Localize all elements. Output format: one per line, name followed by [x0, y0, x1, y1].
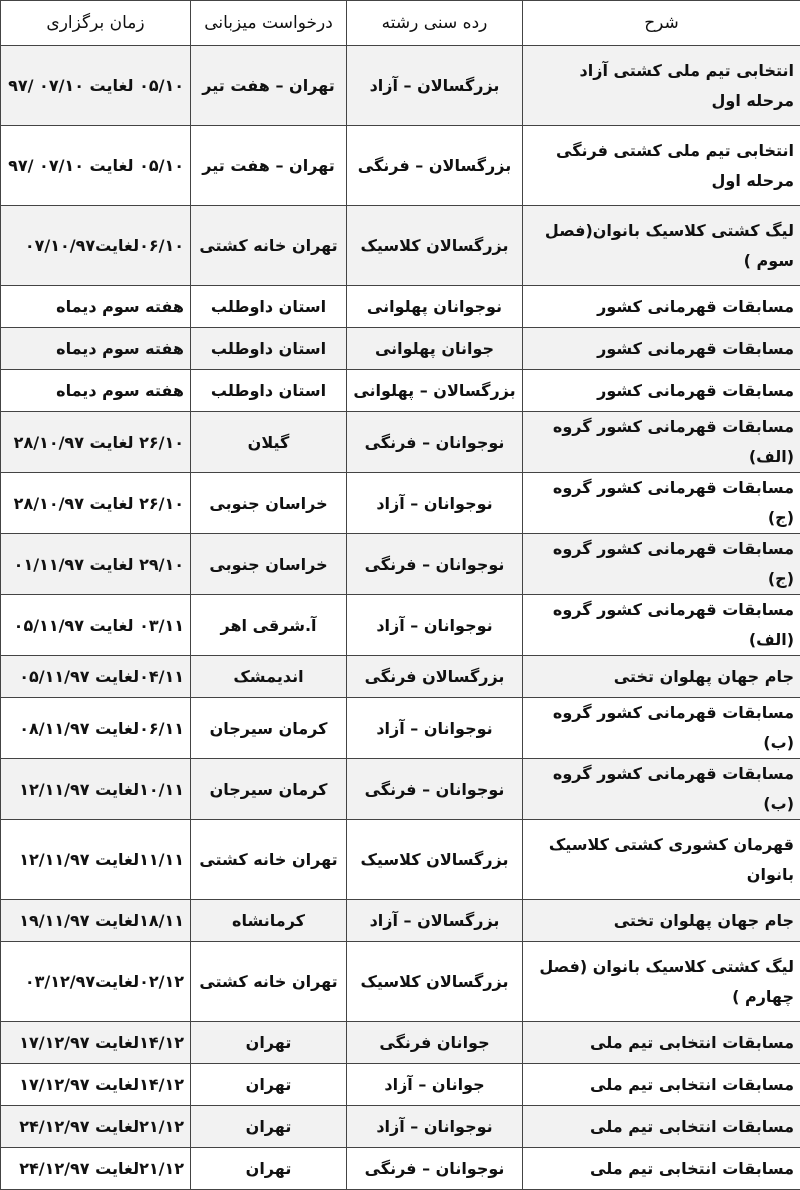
cell-age-group: نوجوانان – آزاد	[347, 473, 523, 534]
cell-host: تهران	[191, 1064, 347, 1106]
cell-age-group: بزرگسالان کلاسیک	[347, 942, 523, 1022]
cell-description: قهرمان کشوری کشتی کلاسیک بانوان	[523, 820, 800, 900]
table-row	[1, 820, 800, 900]
cell-time: ۱۱/۱۱لغایت ۱۲/۱۱/۹۷	[1, 820, 191, 900]
cell-host: خراسان جنوبی	[191, 534, 347, 595]
cell-description: مسابقات قهرمانی کشور گروه (ج)	[523, 534, 800, 595]
cell-description: مسابقات قهرمانی کشور گروه (ب)	[523, 698, 800, 759]
cell-time: هفته سوم دیماه	[1, 286, 191, 328]
table-row	[1, 595, 800, 656]
cell-description: مسابقات قهرمانی کشور	[523, 286, 800, 328]
cell-age-group: جوانان فرنگی	[347, 1022, 523, 1064]
cell-time: ۲۹/۱۰ لغایت ۰۱/۱۱/۹۷	[1, 534, 191, 595]
cell-age-group: بزرگسالان فرنگی	[347, 656, 523, 698]
cell-host: گیلان	[191, 412, 347, 473]
table-row	[1, 126, 800, 206]
cell-host: تهران خانه کشتی	[191, 942, 347, 1022]
cell-time: ۲۶/۱۰ لغایت ۲۸/۱۰/۹۷	[1, 473, 191, 534]
cell-description: مسابقات قهرمانی کشور گروه (ج)	[523, 473, 800, 534]
cell-description: مسابقات انتخابی تیم ملی	[523, 1022, 800, 1064]
table-row	[1, 206, 800, 286]
cell-host: تهران	[191, 1106, 347, 1148]
cell-description: لیگ کشتی کلاسیک بانوان (فصل چهارم )	[523, 942, 800, 1022]
cell-host: تهران – هفت تیر	[191, 46, 347, 126]
table-row	[1, 698, 800, 759]
cell-time: ۱۸/۱۱لغایت ۱۹/۱۱/۹۷	[1, 900, 191, 942]
table-row	[1, 534, 800, 595]
cell-description: مسابقات انتخابی تیم ملی	[523, 1064, 800, 1106]
cell-time: ۰۵/۱۰ لغایت ۰۷/۱۰ /۹۷	[1, 46, 191, 126]
table-row	[1, 942, 800, 1022]
cell-host: اندیمشک	[191, 656, 347, 698]
table-row	[1, 286, 800, 328]
cell-age-group: بزرگسالان – آزاد	[347, 46, 523, 126]
cell-age-group: نوجوانان پهلوانی	[347, 286, 523, 328]
cell-age-group: نوجوانان – فرنگی	[347, 1148, 523, 1190]
cell-host: آ.شرقی اهر	[191, 595, 347, 656]
header-time: زمان برگزاری	[1, 1, 191, 46]
table-row	[1, 1148, 800, 1190]
cell-age-group: نوجوانان – آزاد	[347, 595, 523, 656]
table-row	[1, 370, 800, 412]
cell-time: هفته سوم دیماه	[1, 370, 191, 412]
header-row	[1, 1, 800, 46]
cell-age-group: جوانان پهلوانی	[347, 328, 523, 370]
cell-host: استان داوطلب	[191, 286, 347, 328]
cell-description: مسابقات قهرمانی کشور گروه (الف)	[523, 595, 800, 656]
cell-description: مسابقات قهرمانی کشور	[523, 328, 800, 370]
cell-host: کرمانشاه	[191, 900, 347, 942]
cell-age-group: جوانان – آزاد	[347, 1064, 523, 1106]
cell-host: تهران – هفت تیر	[191, 126, 347, 206]
cell-description: جام جهان پهلوان تختی	[523, 656, 800, 698]
cell-time: ۱۰/۱۱لغایت ۱۲/۱۱/۹۷	[1, 759, 191, 820]
cell-description: مسابقات انتخابی تیم ملی	[523, 1106, 800, 1148]
cell-description: لیگ کشتی کلاسیک بانوان(فصل سوم )	[523, 206, 800, 286]
cell-age-group: بزرگسالان – آزاد	[347, 900, 523, 942]
cell-age-group: بزرگسالان – فرنگی	[347, 126, 523, 206]
cell-time: ۰۵/۱۰ لغایت ۰۷/۱۰ /۹۷	[1, 126, 191, 206]
table-row	[1, 412, 800, 473]
cell-age-group: نوجوانان – فرنگی	[347, 412, 523, 473]
cell-host: استان داوطلب	[191, 370, 347, 412]
cell-host: تهران	[191, 1022, 347, 1064]
table-row	[1, 328, 800, 370]
table-row	[1, 900, 800, 942]
cell-time: ۱۴/۱۲لغایت ۱۷/۱۲/۹۷	[1, 1022, 191, 1064]
table-row	[1, 1106, 800, 1148]
cell-time: ۰۴/۱۱لغایت ۰۵/۱۱/۹۷	[1, 656, 191, 698]
table-row	[1, 759, 800, 820]
cell-host: کرمان سیرجان	[191, 759, 347, 820]
cell-host: تهران خانه کشتی	[191, 206, 347, 286]
cell-description: جام جهان پهلوان تختی	[523, 900, 800, 942]
cell-host: تهران	[191, 1148, 347, 1190]
cell-time: ۱۴/۱۲لغایت ۱۷/۱۲/۹۷	[1, 1064, 191, 1106]
cell-time: ۲۱/۱۲لغایت ۲۴/۱۲/۹۷	[1, 1106, 191, 1148]
header-description: شرح	[523, 1, 800, 46]
cell-description: مسابقات قهرمانی کشور	[523, 370, 800, 412]
table-row	[1, 656, 800, 698]
cell-age-group: نوجوانان – آزاد	[347, 1106, 523, 1148]
header-host: درخواست میزبانی	[191, 1, 347, 46]
cell-time: ۰۶/۱۰لغایت۰۷/۱۰/۹۷	[1, 206, 191, 286]
cell-age-group: بزرگسالان – پهلوانی	[347, 370, 523, 412]
cell-description: مسابقات قهرمانی کشور گروه (ب)	[523, 759, 800, 820]
cell-age-group: بزرگسالان کلاسیک	[347, 206, 523, 286]
table-row	[1, 1064, 800, 1106]
cell-description: مسابقات انتخابی تیم ملی	[523, 1148, 800, 1190]
cell-description: انتخابی تیم ملی کشتی فرنگی مرحله اول	[523, 126, 800, 206]
cell-time: ۲۱/۱۲لغایت ۲۴/۱۲/۹۷	[1, 1148, 191, 1190]
cell-host: خراسان جنوبی	[191, 473, 347, 534]
cell-time: هفته سوم دیماه	[1, 328, 191, 370]
cell-time: ۰۶/۱۱لغایت ۰۸/۱۱/۹۷	[1, 698, 191, 759]
cell-host: تهران خانه کشتی	[191, 820, 347, 900]
cell-age-group: نوجوانان – فرنگی	[347, 534, 523, 595]
table-row	[1, 1022, 800, 1064]
cell-host: کرمان سیرجان	[191, 698, 347, 759]
cell-host: استان داوطلب	[191, 328, 347, 370]
cell-age-group: نوجوانان – آزاد	[347, 698, 523, 759]
cell-time: ۰۲/۱۲لغایت۰۳/۱۲/۹۷	[1, 942, 191, 1022]
header-age-group: رده سنی رشته	[347, 1, 523, 46]
cell-description: مسابقات قهرمانی کشور گروه (الف)	[523, 412, 800, 473]
cell-age-group: بزرگسالان کلاسیک	[347, 820, 523, 900]
cell-time: ۲۶/۱۰ لغایت ۲۸/۱۰/۹۷	[1, 412, 191, 473]
cell-time: ۰۳/۱۱ لغایت ۰۵/۱۱/۹۷	[1, 595, 191, 656]
table-row	[1, 473, 800, 534]
table-row	[1, 46, 800, 126]
cell-age-group: نوجوانان – فرنگی	[347, 759, 523, 820]
cell-description: انتخابی تیم ملی کشتی آزاد مرحله اول	[523, 46, 800, 126]
